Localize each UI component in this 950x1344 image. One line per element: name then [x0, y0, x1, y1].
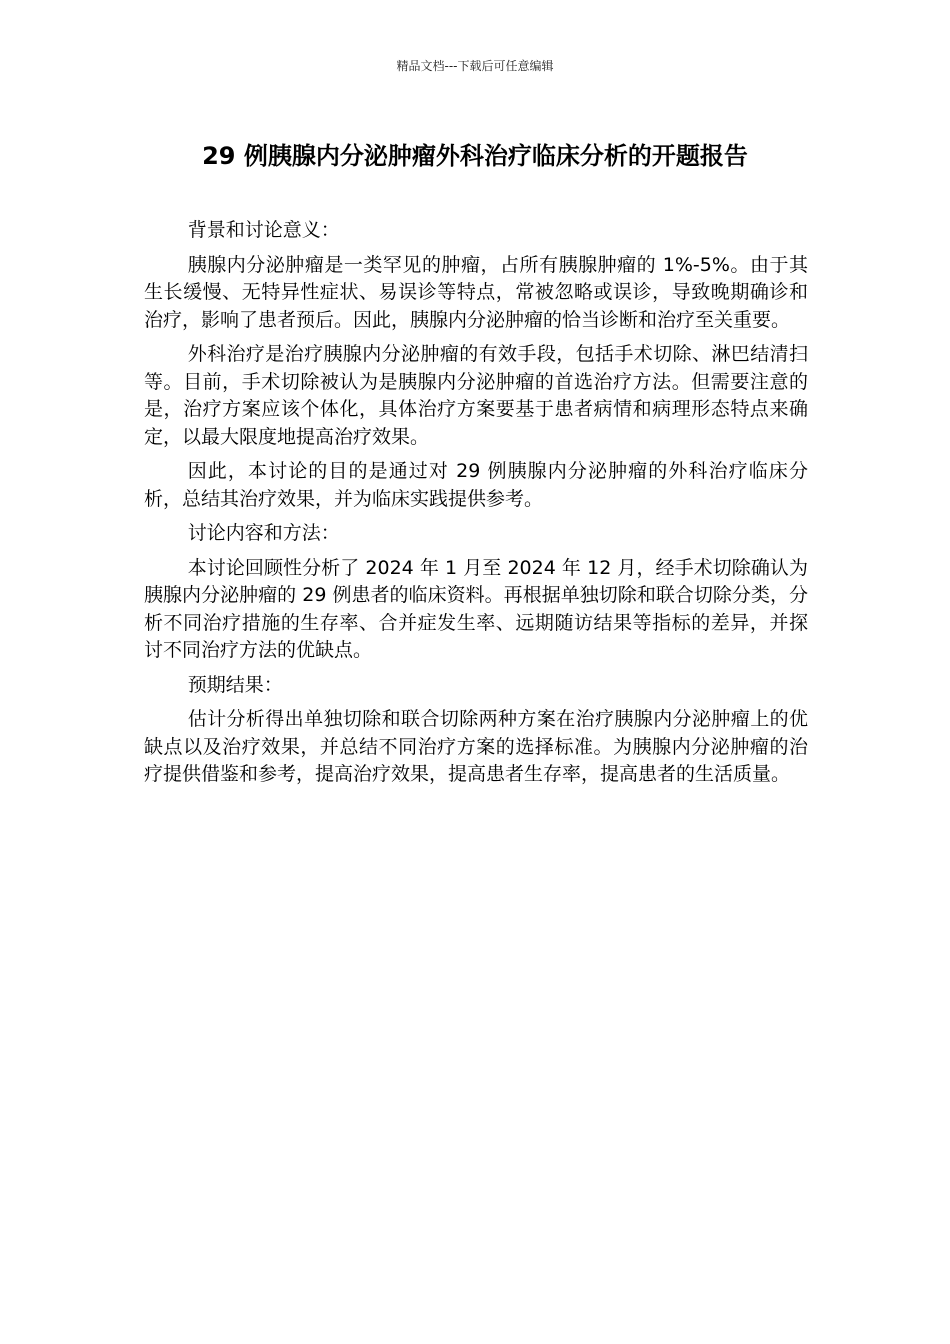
header-note: 精品文档---下载后可任意编辑 [396, 59, 554, 73]
section-heading-background: 背景和讨论意义： [187, 219, 340, 241]
document-title: 29 例胰腺内分泌肿瘤外科治疗临床分析的开题报告 [202, 142, 748, 170]
section-heading-results: 预期结果： [187, 673, 283, 696]
paragraph-background-1: 胰腺内分泌肿瘤是一类罕见的肿瘤，占所有胰腺肿瘤的 1%-5%。由于其生长缓慢、无特异性症状、易误诊等特点，常被忽略或误诊，导致晚期确诊和治疗，影响了患者预后。因此，胰腺内分泌肿瘤的恰当诊断和治疗至关重要。 [144, 253, 808, 331]
paragraph-background-2: 外科治疗是治疗胰腺内分泌肿瘤的有效手段，包括手术切除、淋巴结清扫等。目前，手术切除被认为是胰腺内分泌肿瘤的首选治疗方法。但需要注意的是，治疗方案应该个体化，具体治疗方案要基于患者病情和病理形态特点来确定，以最大限度地提高治疗效果。 [144, 343, 808, 448]
section-heading-methods: 讨论内容和方法： [187, 522, 340, 544]
paragraph-methods: 本讨论回顾性分析了 2024 年 1 月至 2024 年 12 月，经手术切除确认为胰腺内分泌肿瘤的 29 例患者的临床资料。再根据单独切除和联合切除分类，分析不同治疗措施的生存率、合并症发生率、远期随访结果等指标的差异，并探讨不同治疗方法的优缺点。 [144, 556, 808, 661]
paragraph-results: 估计分析得出单独切除和联合切除两种方案在治疗胰腺内分泌肿瘤上的优缺点以及治疗效果，并总结不同治疗方案的选择标准。为胰腺内分泌肿瘤的治疗提供借鉴和参考，提高治疗效果，提高患者生存率，提高患者的生活质量。 [144, 708, 808, 785]
paragraph-background-3: 因此，本讨论的目的是通过对 29 例胰腺内分泌肿瘤的外科治疗临床分析，总结其治疗效果，并为临床实践提供参考。 [144, 460, 808, 510]
document-body [144, 217, 808, 796]
